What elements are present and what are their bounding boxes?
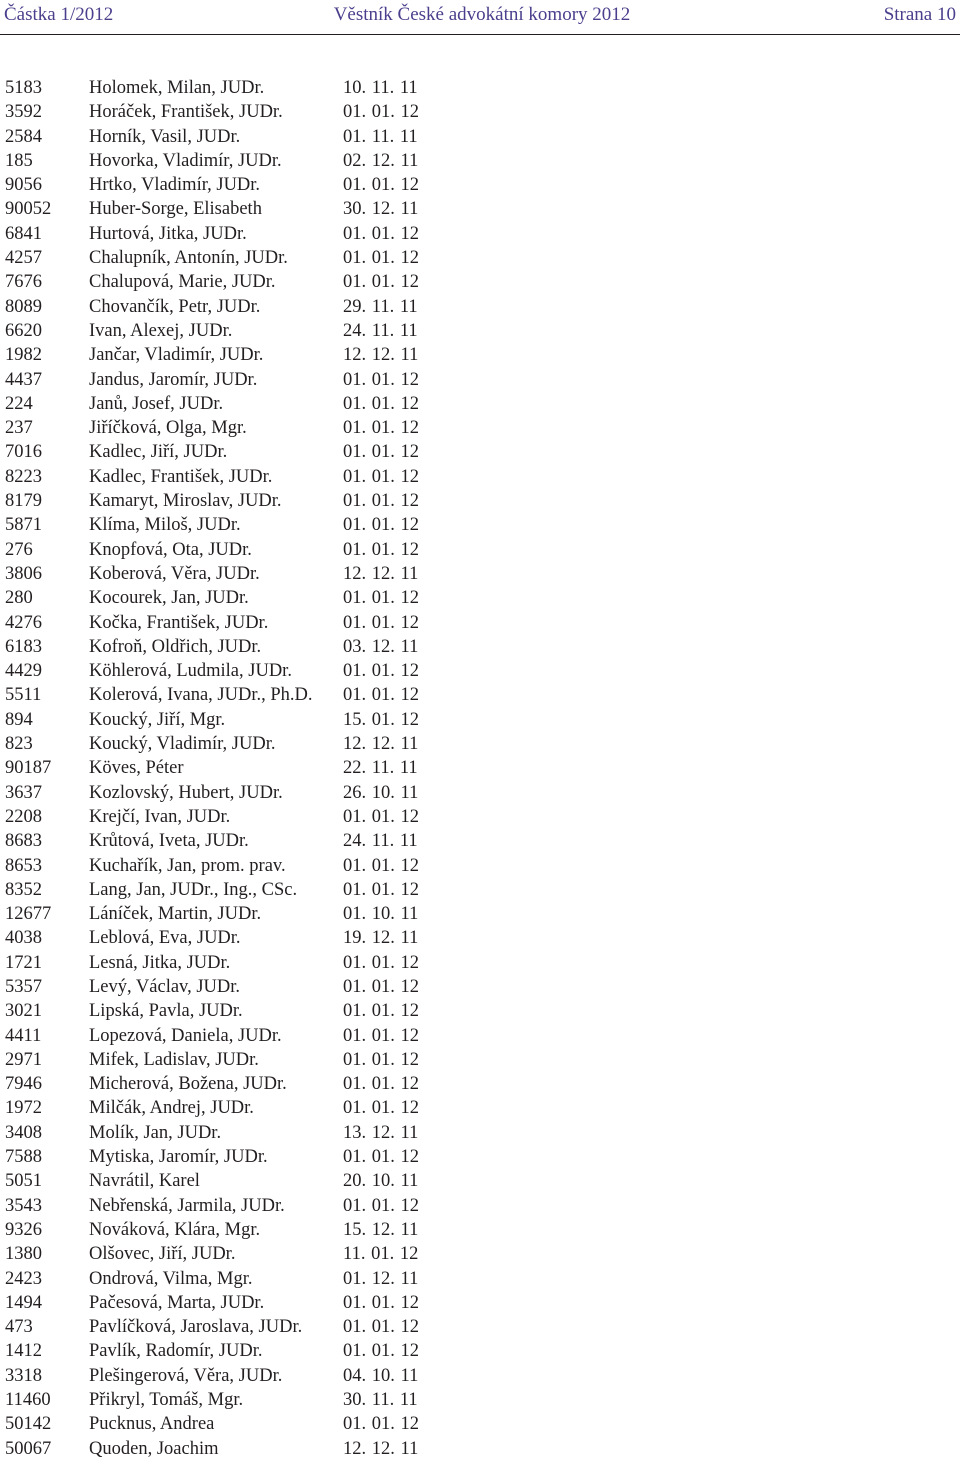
effective-date: 01. 01. 12 (343, 1414, 419, 1435)
member-name: Hrtko, Vladimír, JUDr. (89, 175, 261, 196)
list-item (5, 732, 955, 756)
member-name: Ivan, Alexej, JUDr. (89, 320, 233, 341)
member-name: Krůtová, Iveta, JUDr. (89, 831, 249, 852)
member-name: Plešingerová, Věra, JUDr. (89, 1365, 283, 1386)
member-name: Janů, Josef, JUDr. (89, 393, 224, 414)
effective-date: 12. 12. 11 (343, 734, 419, 755)
effective-date: 30. 12. 11 (343, 199, 419, 220)
effective-date: 24. 11. 11 (343, 831, 418, 852)
effective-date: 15. 01. 12 (343, 709, 419, 730)
member-name: Kolerová, Ivana, JUDr., Ph.D. (89, 685, 313, 706)
member-name: Lopezová, Daniela, JUDr. (89, 1025, 282, 1046)
list-item (5, 659, 955, 683)
effective-date: 01. 01. 12 (343, 491, 419, 512)
registration-number: 4257 (5, 248, 42, 269)
registration-number: 1412 (5, 1341, 42, 1362)
effective-date: 11. 01. 12 (343, 1244, 419, 1265)
effective-date: 01. 01. 12 (343, 248, 419, 269)
member-name: Micherová, Božena, JUDr. (89, 1074, 287, 1095)
list-item (5, 1388, 955, 1412)
list-item (5, 829, 955, 853)
list-item (5, 878, 955, 902)
list-item (5, 951, 955, 975)
registration-number: 11460 (5, 1390, 51, 1411)
registration-number: 473 (5, 1317, 33, 1338)
member-name: Horník, Vasil, JUDr. (89, 126, 241, 147)
member-name: Chalupová, Marie, JUDr. (89, 272, 276, 293)
list-item (5, 100, 955, 124)
registration-number: 7016 (5, 442, 42, 463)
registration-number: 9056 (5, 175, 42, 196)
list-item (5, 1072, 955, 1096)
member-name: Kočka, František, JUDr. (89, 612, 269, 633)
list-item (5, 683, 955, 707)
registration-number: 3543 (5, 1195, 42, 1216)
list-item (5, 513, 955, 537)
effective-date: 01. 01. 12 (343, 1098, 419, 1119)
effective-date: 01. 10. 11 (343, 904, 419, 925)
registration-number: 2423 (5, 1268, 42, 1289)
effective-date: 01. 01. 12 (343, 272, 419, 293)
list-item (5, 999, 955, 1023)
member-name: Lesná, Jitka, JUDr. (89, 952, 231, 973)
registration-number: 90052 (5, 199, 52, 220)
registration-number: 185 (5, 150, 33, 171)
registration-number: 1380 (5, 1244, 42, 1265)
effective-date: 29. 11. 11 (343, 296, 418, 317)
list-item (5, 1096, 955, 1120)
list-item (5, 392, 955, 416)
effective-date: 22. 11. 11 (343, 758, 418, 779)
registration-number: 5183 (5, 78, 42, 98)
effective-date: 15. 12. 11 (343, 1219, 419, 1240)
list-item (5, 1339, 955, 1363)
registration-number: 8352 (5, 879, 42, 900)
effective-date: 01. 01. 12 (343, 1195, 419, 1216)
effective-date: 24. 11. 11 (343, 320, 418, 341)
effective-date: 01. 01. 12 (343, 1317, 419, 1338)
list-item (5, 854, 955, 878)
effective-date: 01. 01. 12 (343, 806, 419, 827)
registration-number: 6620 (5, 320, 42, 341)
list-item (5, 538, 955, 562)
effective-date: 01. 01. 12 (343, 442, 419, 463)
registration-number: 823 (5, 734, 33, 755)
effective-date: 20. 10. 11 (343, 1171, 419, 1192)
effective-date: 01. 01. 12 (343, 1074, 419, 1095)
effective-date: 01. 01. 12 (343, 515, 419, 536)
list-item (5, 1048, 955, 1072)
list-item (5, 465, 955, 489)
registration-number: 7588 (5, 1147, 42, 1168)
member-name: Klíma, Miloš, JUDr. (89, 515, 241, 536)
member-name: Pavlík, Radomír, JUDr. (89, 1341, 263, 1362)
member-name: Köves, Péter (89, 758, 184, 779)
registration-number: 8179 (5, 491, 42, 512)
list-item (5, 489, 955, 513)
registration-number: 4429 (5, 661, 42, 682)
member-name: Molík, Jan, JUDr. (89, 1122, 222, 1143)
registration-number: 8223 (5, 466, 42, 487)
effective-date: 04. 10. 11 (343, 1365, 419, 1386)
list-item (5, 1218, 955, 1242)
effective-date: 01. 01. 12 (343, 1001, 419, 1022)
member-name: Nebřenská, Jarmila, JUDr. (89, 1195, 285, 1216)
member-name: Jandus, Jaromír, JUDr. (89, 369, 258, 390)
member-name: Köhlerová, Ludmila, JUDr. (89, 661, 292, 682)
issue-number: Částka 1/2012 (4, 4, 114, 25)
registration-number: 4038 (5, 928, 42, 949)
list-item (5, 416, 955, 440)
registration-number: 5511 (5, 685, 42, 706)
list-item (5, 1315, 955, 1339)
registration-number: 237 (5, 418, 33, 439)
registration-number: 6183 (5, 636, 42, 657)
member-name: Milčák, Andrej, JUDr. (89, 1098, 254, 1119)
page-number: Strana 10 (883, 4, 956, 25)
registration-number: 1721 (5, 952, 42, 973)
member-name: Huber-Sorge, Elisabeth (89, 199, 262, 220)
list-item (5, 562, 955, 586)
list-item (5, 756, 955, 780)
registration-number: 2584 (5, 126, 42, 147)
registration-number: 3021 (5, 1001, 42, 1022)
member-name: Lang, Jan, JUDr., Ing., CSc. (89, 879, 298, 900)
effective-date: 01. 11. 11 (343, 126, 418, 147)
list-item (5, 926, 955, 950)
effective-date: 12. 12. 11 (343, 563, 419, 584)
effective-date: 01. 01. 12 (343, 539, 419, 560)
effective-date: 01. 01. 12 (343, 952, 419, 973)
list-item (5, 440, 955, 464)
member-name: Levý, Václav, JUDr. (89, 976, 241, 997)
member-name: Chovančík, Petr, JUDr. (89, 296, 261, 317)
member-name: Hovorka, Vladimír, JUDr. (89, 150, 282, 171)
list-item (5, 1242, 955, 1266)
list-item (5, 368, 955, 392)
member-name: Holomek, Milan, JUDr. (89, 78, 265, 98)
member-name: Pucknus, Andrea (89, 1414, 215, 1435)
member-name: Jančar, Vladimír, JUDr. (89, 345, 264, 366)
member-name: Kadlec, Jiří, JUDr. (89, 442, 228, 463)
list-item (5, 586, 955, 610)
list-item (5, 1291, 955, 1315)
registration-number: 1972 (5, 1098, 42, 1119)
member-name: Horáček, František, JUDr. (89, 102, 283, 123)
registration-number: 2208 (5, 806, 42, 827)
member-name: Mifek, Ladislav, JUDr. (89, 1049, 259, 1070)
registration-number: 5051 (5, 1171, 42, 1192)
member-name: Lipská, Pavla, JUDr. (89, 1001, 243, 1022)
list-item (5, 805, 955, 829)
effective-date: 01. 01. 12 (343, 466, 419, 487)
registration-number: 4276 (5, 612, 42, 633)
list-item (5, 781, 955, 805)
list-item (5, 319, 955, 343)
effective-date: 19. 12. 11 (343, 928, 419, 949)
effective-date: 02. 12. 11 (343, 150, 419, 171)
effective-date: 01. 01. 12 (343, 393, 419, 414)
registration-number: 5357 (5, 976, 42, 997)
effective-date: 26. 10. 11 (343, 782, 419, 803)
effective-date: 01. 01. 12 (343, 612, 419, 633)
member-name: Olšovec, Jiří, JUDr. (89, 1244, 236, 1265)
member-name: Kuchařík, Jan, prom. prav. (89, 855, 286, 876)
registration-number: 3637 (5, 782, 42, 803)
list-item (5, 1194, 955, 1218)
list-item (5, 975, 955, 999)
effective-date: 12. 12. 11 (343, 1438, 419, 1459)
effective-date: 01. 12. 11 (343, 1268, 419, 1289)
registration-number: 1494 (5, 1292, 42, 1313)
registration-number: 12677 (5, 904, 52, 925)
list-item (5, 76, 955, 100)
member-name: Knopfová, Ota, JUDr. (89, 539, 252, 560)
effective-date: 01. 01. 12 (343, 661, 419, 682)
registration-number: 3592 (5, 102, 42, 123)
effective-date: 01. 01. 12 (343, 1049, 419, 1070)
member-name: Hurtová, Jitka, JUDr. (89, 223, 247, 244)
effective-date: 12. 12. 11 (343, 345, 419, 366)
effective-date: 30. 11. 11 (343, 1390, 418, 1411)
registration-number: 894 (5, 709, 33, 730)
member-name: Jiříčková, Olga, Mgr. (89, 418, 247, 439)
effective-date: 01. 01. 12 (343, 418, 419, 439)
registration-number: 276 (5, 539, 33, 560)
member-name: Koucký, Vladimír, JUDr. (89, 734, 276, 755)
page-header (4, 0, 960, 30)
member-name: Pačesová, Marta, JUDr. (89, 1292, 265, 1313)
registration-number: 4437 (5, 369, 42, 390)
member-name: Láníček, Martin, JUDr. (89, 904, 262, 925)
registration-number: 3318 (5, 1365, 42, 1386)
list-item (5, 1169, 955, 1193)
effective-date: 13. 12. 11 (343, 1122, 419, 1143)
registration-number: 280 (5, 588, 33, 609)
list-item (5, 270, 955, 294)
effective-date: 03. 12. 11 (343, 636, 419, 657)
member-name: Krejčí, Ivan, JUDr. (89, 806, 231, 827)
member-name: Pavlíčková, Jaroslava, JUDr. (89, 1317, 303, 1338)
member-name: Koberová, Věra, JUDr. (89, 563, 260, 584)
member-name: Koucký, Jiří, Mgr. (89, 709, 226, 730)
registration-number: 8089 (5, 296, 42, 317)
member-list (5, 76, 955, 1461)
effective-date: 01. 01. 12 (343, 879, 419, 900)
registration-number: 1982 (5, 345, 42, 366)
member-name: Kadlec, František, JUDr. (89, 466, 273, 487)
list-item (5, 1267, 955, 1291)
effective-date: 10. 11. 11 (343, 78, 418, 98)
list-item (5, 611, 955, 635)
effective-date: 01. 01. 12 (343, 1147, 419, 1168)
list-item (5, 222, 955, 246)
member-name: Mytiska, Jaromír, JUDr. (89, 1147, 268, 1168)
registration-number: 8683 (5, 831, 42, 852)
registration-number: 7676 (5, 272, 42, 293)
list-item (5, 1437, 955, 1461)
member-name: Navrátil, Karel (89, 1171, 200, 1192)
registration-number: 4411 (5, 1025, 42, 1046)
registration-number: 6841 (5, 223, 42, 244)
member-name: Kocourek, Jan, JUDr. (89, 588, 249, 609)
list-item (5, 902, 955, 926)
list-item (5, 708, 955, 732)
member-name: Kozlovský, Hubert, JUDr. (89, 782, 283, 803)
member-name: Quoden, Joachim (89, 1438, 219, 1459)
list-item (5, 343, 955, 367)
effective-date: 01. 01. 12 (343, 1292, 419, 1313)
registration-number: 3806 (5, 563, 42, 584)
effective-date: 01. 01. 12 (343, 369, 419, 390)
list-item (5, 1121, 955, 1145)
effective-date: 01. 01. 12 (343, 685, 419, 706)
registration-number: 5871 (5, 515, 42, 536)
list-item (5, 149, 955, 173)
registration-number: 3408 (5, 1122, 42, 1143)
list-item (5, 1145, 955, 1169)
effective-date: 01. 01. 12 (343, 175, 419, 196)
list-item (5, 295, 955, 319)
member-name: Nováková, Klára, Mgr. (89, 1219, 261, 1240)
list-item (5, 1364, 955, 1388)
list-item (5, 125, 955, 149)
registration-number: 8653 (5, 855, 42, 876)
list-item (5, 197, 955, 221)
registration-number: 50142 (5, 1414, 52, 1435)
list-item (5, 173, 955, 197)
member-name: Kamaryt, Miroslav, JUDr. (89, 491, 282, 512)
effective-date: 01. 01. 12 (343, 1025, 419, 1046)
registration-number: 50067 (5, 1438, 52, 1459)
list-item (5, 246, 955, 270)
registration-number: 9326 (5, 1219, 42, 1240)
effective-date: 01. 01. 12 (343, 588, 419, 609)
member-name: Ondrová, Vilma, Mgr. (89, 1268, 253, 1289)
member-name: Přikryl, Tomáš, Mgr. (89, 1390, 244, 1411)
registration-number: 7946 (5, 1074, 42, 1095)
member-name: Chalupník, Antonín, JUDr. (89, 248, 288, 269)
effective-date: 01. 01. 12 (343, 976, 419, 997)
effective-date: 01. 01. 12 (343, 223, 419, 244)
list-item (5, 635, 955, 659)
header-divider (0, 34, 960, 35)
effective-date: 01. 01. 12 (343, 855, 419, 876)
member-name: Kofroň, Oldřich, JUDr. (89, 636, 262, 657)
effective-date: 01. 01. 12 (343, 102, 419, 123)
member-name: Leblová, Eva, JUDr. (89, 928, 241, 949)
registration-number: 224 (5, 393, 33, 414)
list-item (5, 1024, 955, 1048)
publication-title: Věstník České advokátní komory 2012 (333, 4, 631, 25)
list-item (5, 1412, 955, 1436)
registration-number: 90187 (5, 758, 52, 779)
effective-date: 01. 01. 12 (343, 1341, 419, 1362)
registration-number: 2971 (5, 1049, 42, 1070)
